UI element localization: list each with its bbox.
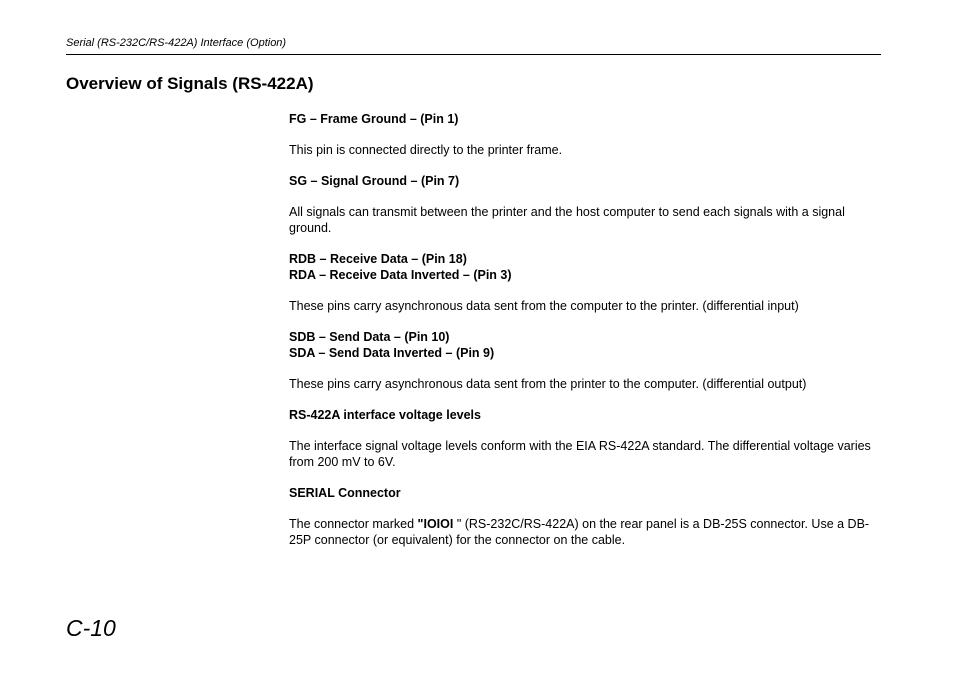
block-text: These pins carry asynchronous data sent from the computer to the printer. (differential input) [289,299,799,313]
block-heading: RDA – Receive Data Inverted – (Pin 3) [289,268,512,282]
block-text: All signals can transmit between the printer and the host computer to send each signals with a signal ground. [289,205,845,235]
content-body [289,111,879,548]
block-heading: RDB – Receive Data – (Pin 18) [289,252,467,266]
block-heading: RS-422A interface voltage levels [289,408,481,422]
section-title: Overview of Signals (RS-422A) [66,74,314,93]
block-heading: SDA – Send Data Inverted – (Pin 9) [289,346,495,360]
signal-block-rd [289,251,879,314]
signal-block-sg [289,173,879,236]
signal-block-fg [289,111,879,158]
serial-connector-block [289,485,879,548]
page-number: C-10 [66,615,116,641]
text-before: The connector marked [289,517,418,531]
block-heading: FG – Frame Ground – (Pin 1) [289,112,459,126]
block-text: The interface signal voltage levels conform with the EIA RS-422A standard. The differential voltage varies from 200 mV to 6V. [289,439,871,469]
signal-block-sd [289,329,879,392]
text-after: " (RS-232C/RS-422A) on the rear panel is a DB-25S connector. Use a DB-25P connector (or equivalent) for the connector on the cable. [289,517,870,547]
block-heading: SERIAL Connector [289,486,401,500]
header-rule [66,54,881,55]
block-heading: SG – Signal Ground – (Pin 7) [289,174,460,188]
block-text: These pins carry asynchronous data sent from the printer to the computer. (differential output) [289,377,807,391]
voltage-levels-block [289,407,879,470]
connector-marker: "IOIOI [417,517,454,531]
block-heading: SDB – Send Data – (Pin 10) [289,330,450,344]
block-text [289,516,879,548]
block-text: This pin is connected directly to the printer frame. [289,143,563,157]
running-header: Serial (RS-232C/RS-422A) Interface (Option) [66,37,287,49]
